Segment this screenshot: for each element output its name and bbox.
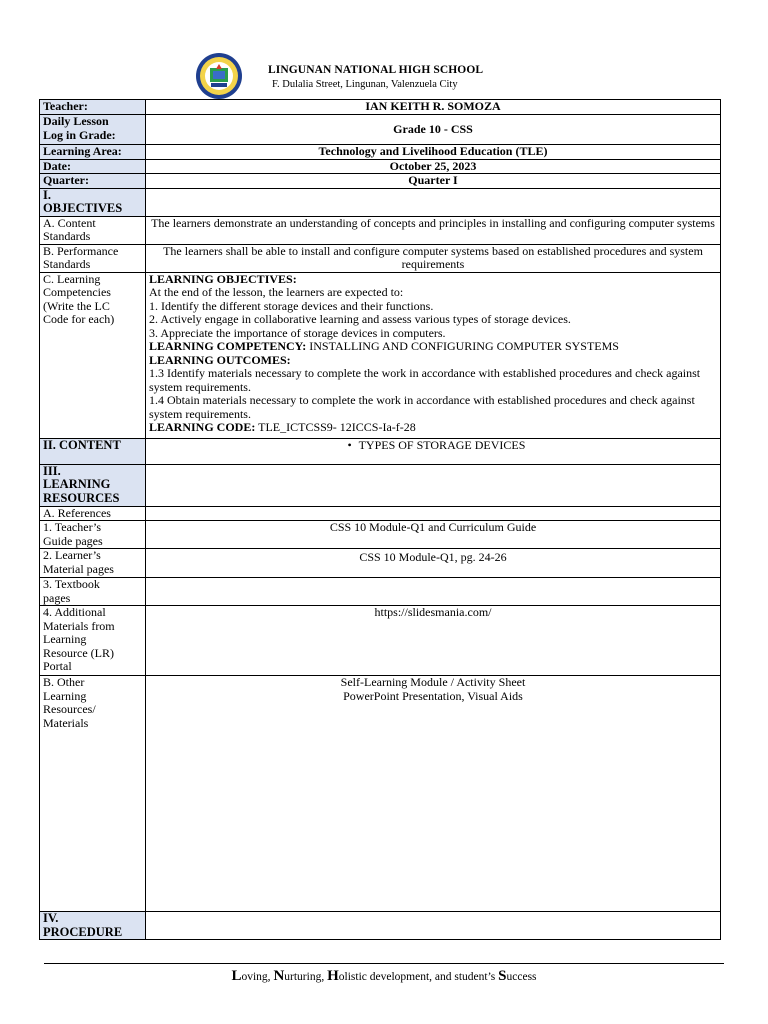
objectives-empty-cell <box>146 188 721 216</box>
other-label-line2: Learning <box>43 688 87 703</box>
learning-outcome-item: 1.4 Obtain materials necessary to complete the work in accordance with established procedures and check against system requirements. <box>149 393 695 421</box>
competencies-label-line1: C. Learning <box>43 271 101 286</box>
learning-code-line <box>149 421 717 435</box>
performance-standards-text: The learners shall be able to install and configure computer systems based on established procedures and system requirements <box>146 244 721 272</box>
objectives-heading-number: I. <box>43 187 51 202</box>
additional-label-line5: Portal <box>43 659 72 673</box>
teacher-guide-label-line2: Guide pages <box>43 533 103 548</box>
learning-resources-heading <box>40 464 146 506</box>
additional-label-line2: Materials from <box>43 618 115 633</box>
teacher-guide-value: CSS 10 Module-Q1 and Curriculum Guide <box>146 521 721 549</box>
grade-label-line1: Daily Lesson <box>43 114 109 128</box>
content-standards-label-line2: Standards <box>43 229 91 243</box>
content-standards-label-line1: A. Content <box>43 215 96 230</box>
learning-competencies-content <box>146 272 721 438</box>
school-seal-icon <box>195 52 243 100</box>
performance-standards-label-line1: B. Performance <box>43 243 119 258</box>
motto-initial: S <box>498 968 507 984</box>
learning-objectives-intro: At the end of the lesson, the learners are expected to: <box>149 285 404 299</box>
motto-initial: H <box>327 968 339 984</box>
textbook-label-line1: 3. Textbook <box>43 577 100 591</box>
additional-materials-link[interactable]: https://slidesmania.com/ <box>146 606 721 676</box>
learning-competencies-label <box>40 272 146 438</box>
motto-initial: N <box>273 968 285 984</box>
competencies-label-line4: Code for each) <box>43 312 115 326</box>
procedure-empty-cell <box>146 912 721 940</box>
resources-heading-line1: III. <box>43 463 61 478</box>
teacher-guide-label <box>40 521 146 549</box>
quarter-value: Quarter I <box>146 174 721 189</box>
additional-label-line1: 4. Additional <box>43 605 106 619</box>
footer-divider <box>44 963 724 964</box>
learning-area-value: Technology and Livelihood Education (TLE) <box>146 145 721 160</box>
school-motto <box>0 968 768 985</box>
competencies-label-line3: (Write the LC <box>43 298 110 313</box>
other-label-line3: Resources/ <box>43 702 96 716</box>
grade-label <box>40 115 146 145</box>
teacher-label: Teacher: <box>40 100 146 115</box>
content-standards-text: The learners demonstrate an understanding of concepts and principles in installing and configuring computer systems <box>146 216 721 244</box>
references-empty-cell <box>146 506 721 521</box>
school-name: LINGUNAN NATIONAL HIGH SCHOOL <box>268 64 484 76</box>
other-resources-label <box>40 676 146 912</box>
other-resources-line1: Self-Learning Module / Activity Sheet <box>340 675 526 689</box>
learning-objective-item: 2. Actively engage in collaborative learning and assess various types of storage devices. <box>149 312 571 326</box>
school-address: F. Dulalia Street, Lingunan, Valenzuela City <box>272 79 458 90</box>
learning-competency-heading: LEARNING COMPETENCY: <box>149 339 307 353</box>
learning-outcomes-heading: LEARNING OUTCOMES: <box>149 352 291 367</box>
learning-objective-item: 1. Identify the different storage devices and their functions. <box>149 298 434 313</box>
learning-objective-item: 3. Appreciate the importance of storage devices in computers. <box>149 325 446 340</box>
learner-material-label <box>40 549 146 578</box>
learning-competency-line <box>149 340 717 354</box>
grade-value: Grade 10 - CSS <box>146 115 721 145</box>
content-item-text: TYPES OF STORAGE DEVICES <box>358 437 526 452</box>
motto-word: olistic development, and student’s <box>338 971 499 983</box>
content-item <box>146 438 721 464</box>
procedure-heading-line2: PROCEDURE <box>43 924 123 939</box>
learner-material-label-line1: 2. Learner’s <box>43 548 101 562</box>
document-header <box>0 0 768 100</box>
textbook-label <box>40 578 146 606</box>
other-resources-line2: PowerPoint Presentation, Visual Aids <box>343 688 523 703</box>
learning-objectives-heading: LEARNING OBJECTIVES: <box>149 271 297 286</box>
performance-standards-label <box>40 244 146 272</box>
learning-area-label: Learning Area: <box>40 145 146 160</box>
procedure-heading <box>40 912 146 940</box>
other-label-line1: B. Other <box>43 675 85 689</box>
objectives-heading <box>40 188 146 216</box>
learning-competency-text: INSTALLING AND CONFIGURING COMPUTER SYSTEMS <box>306 339 619 353</box>
references-label: A. References <box>40 506 146 521</box>
learner-material-label-line2: Material pages <box>43 561 114 576</box>
daily-lesson-log-table <box>39 99 721 940</box>
additional-materials-label <box>40 606 146 676</box>
learning-code-heading: LEARNING CODE: <box>149 420 256 434</box>
resources-heading-line2: LEARNING <box>43 477 111 491</box>
motto-word: uccess <box>506 971 537 983</box>
teacher-guide-label-line1: 1. Teacher’s <box>43 520 102 534</box>
learning-resources-empty-cell <box>146 464 721 506</box>
bullet-icon: • <box>347 437 352 452</box>
motto-initial: L <box>231 968 242 984</box>
learner-material-value: CSS 10 Module-Q1, pg. 24-26 <box>146 549 721 578</box>
additional-label-line3: Learning <box>43 632 87 646</box>
other-resources-value <box>146 676 721 912</box>
learning-outcome-item: 1.3 Identify materials necessary to complete the work in accordance with established procedures and check against system requirements. <box>149 366 701 394</box>
textbook-empty-cell <box>146 578 721 606</box>
teacher-value: IAN KEITH R. SOMOZA <box>146 100 721 115</box>
quarter-label: Quarter: <box>40 174 146 189</box>
other-label-line4: Materials <box>43 715 89 730</box>
learning-code-text: TLE_ICTCSS9- 12ICCS-Ia-f-28 <box>255 420 416 434</box>
resources-heading-line3: RESOURCES <box>43 490 120 505</box>
procedure-heading-line1: IV. <box>43 911 59 925</box>
competencies-label-line2: Competencies <box>43 285 111 299</box>
motto-word: oving, <box>241 971 274 983</box>
objectives-heading-text: OBJECTIVES <box>43 201 123 215</box>
motto-word: urturing, <box>284 971 328 983</box>
date-value: October 25, 2023 <box>146 159 721 174</box>
textbook-label-line2: pages <box>43 590 71 605</box>
grade-label-line2: Log in Grade: <box>43 127 116 142</box>
additional-label-line4: Resource (LR) <box>43 645 114 660</box>
date-label: Date: <box>40 159 146 174</box>
content-heading: II. CONTENT <box>40 438 146 464</box>
performance-standards-label-line2: Standards <box>43 257 91 271</box>
content-standards-label <box>40 216 146 244</box>
